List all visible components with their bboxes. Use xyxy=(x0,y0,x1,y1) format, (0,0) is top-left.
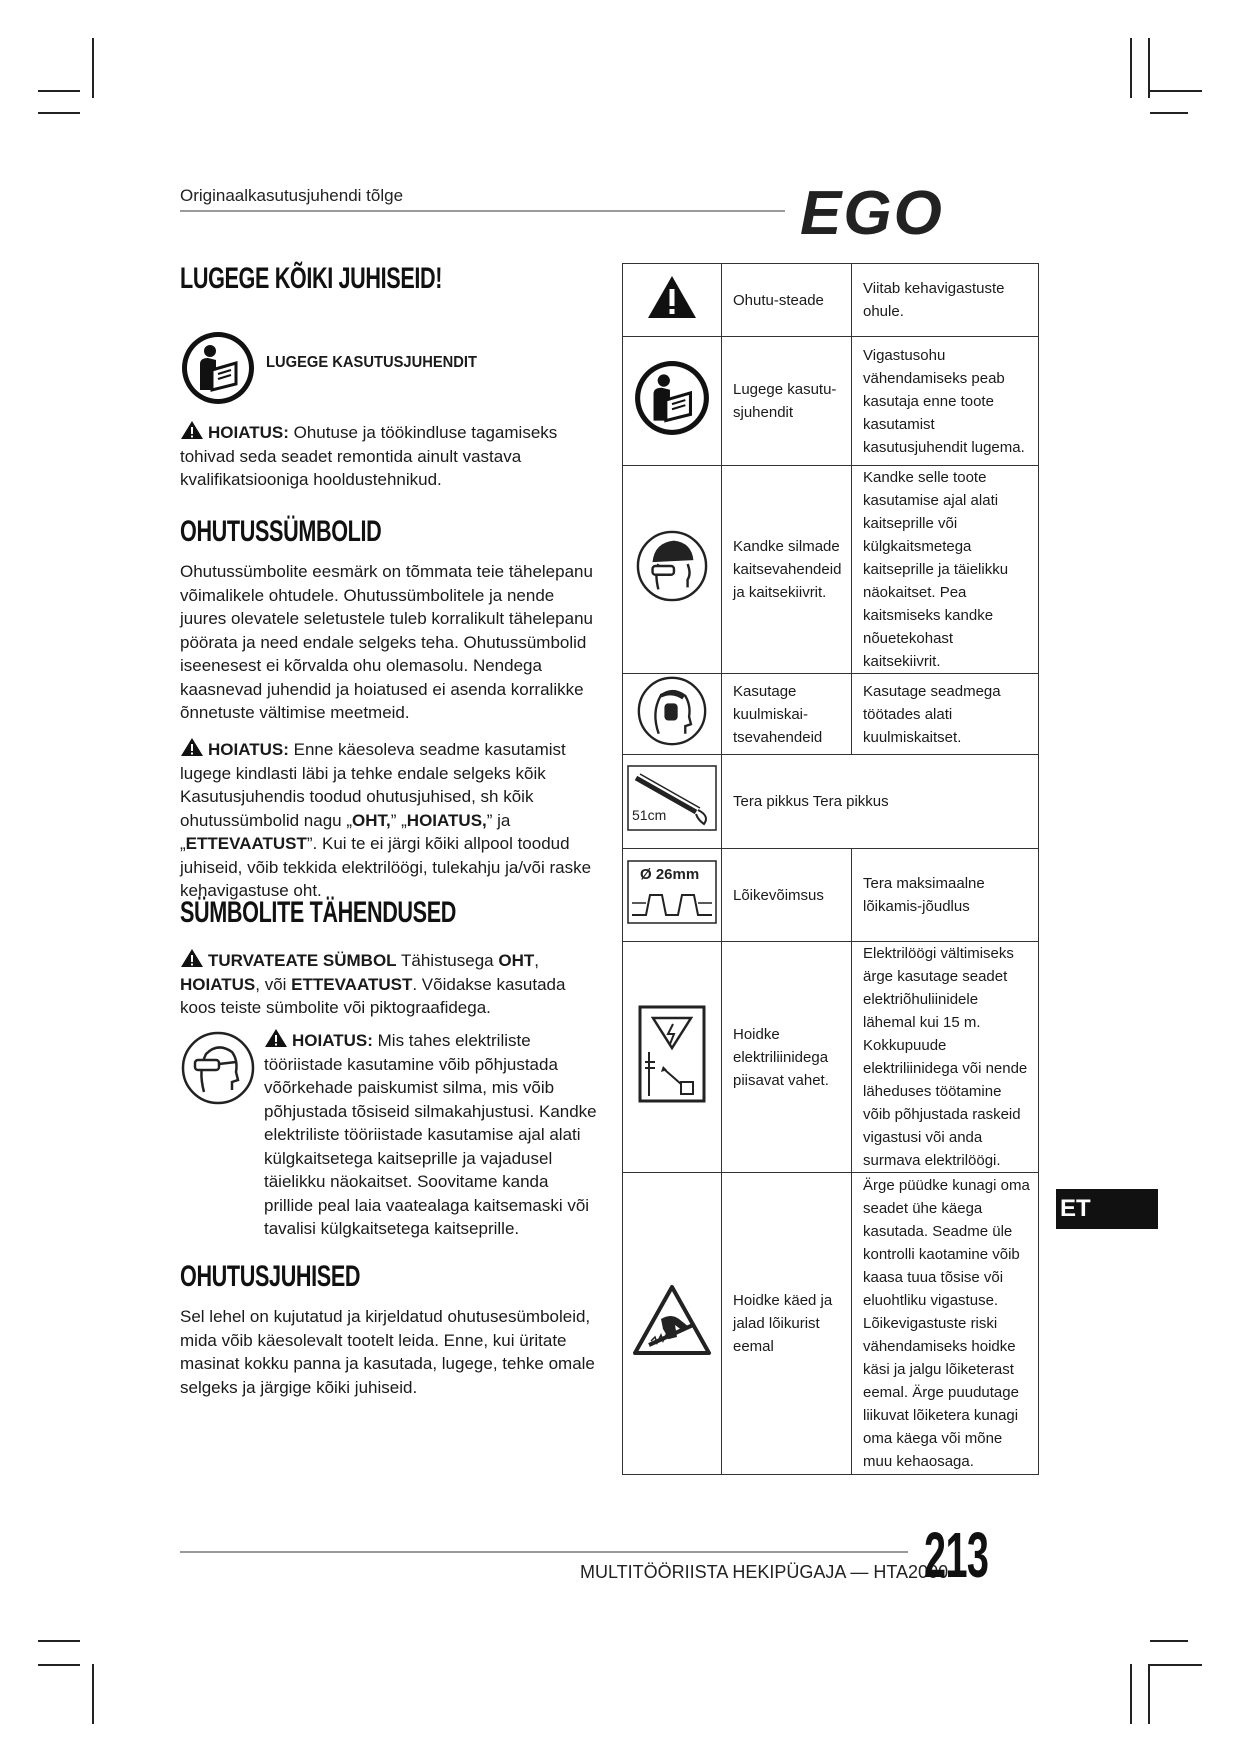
warning-label: HOIATUS: xyxy=(208,740,289,759)
table-desc-cell: Elektrilöögi vältimiseks ärge kasutage seadet elektriõhuliinidele lähemal kui 15 m. Kokkupuude elektriliinidega või nende läheduses töötamine võib põhjustada raskeid vigastusi või anda surmava elektrilöögi. xyxy=(852,942,1039,1173)
eye-protection-icon xyxy=(635,529,709,603)
cutting-capacity-icon xyxy=(626,857,718,927)
crop-mark xyxy=(1130,38,1132,98)
safety-instructions-text: Sel lehel on kujutatud ja kirjeldatud ohutusesümboleid, mida võib käesolevalt tootelt leida. Enne, kui üritate masinat kokku panna ja kasutada, lugege, tehke omale selgeks ja järgige kõiki juhiseid. xyxy=(180,1307,595,1397)
table-name-cell: Hoidke käed ja jalad lõikurist eemal xyxy=(722,1173,852,1475)
table-desc-cell: Ärge püüdke kunagi oma seadet ühe käega kasutada. Seadme üle kontrolli kaotamine võib kaasa tuua tõsise või eluohtliku vigastuse. Lõikevigastuste riski vähendamiseks hoidke käsi ja jalgu lõiketerast eemal. Ärge puudutage liikuvat lõiketera kunagi oma käega või mõne muu kehaosaga. xyxy=(852,1173,1039,1475)
table-name-cell xyxy=(722,755,1039,849)
table-row xyxy=(623,1173,1039,1475)
safety-alert-symbol xyxy=(180,948,600,1020)
table-desc-cell: Kandke selle toote kasutamise ajal alati kaitseprille või külgkaitsmetega kaitseprille ja täielikku näokaitset. Pea kaitsmiseks kandke nõuetekohast kaitsekiivrit. xyxy=(852,466,1039,674)
table-desc-cell: Vigastusohu vähendamiseks peab kasutaja enne toote kasutamist kasutusjuhendit lugema. xyxy=(852,337,1039,466)
alert-text: . Võidakse kasutada koos teiste sümbolite või piktograafidega. xyxy=(180,974,566,1017)
crop-mark xyxy=(38,90,80,92)
table-icon-cell xyxy=(623,1173,722,1475)
keyword-oht: OHT, xyxy=(352,810,391,830)
read-all-heading: LUGEGE KÕIKI JUHISEID! xyxy=(180,262,443,295)
repair-warning xyxy=(180,420,600,492)
safety-symbols-heading: OHUTUSSÜMBOLID xyxy=(180,515,382,548)
keyword-ettevaatust: ETTEVAATUST xyxy=(185,834,307,853)
crop-mark xyxy=(1130,1664,1132,1724)
eye-warning-text: Mis tahes elektriliste tööriistade kasutamine võib põhjustada võõrkehade paiskumist silma, mis võib põhjustada tõsiseid silmakahjustusi. Kandke elektriliste tööriistade kasutamise ajal alati külgkaitsetega kaitseprille ja vajadusel täielikku näokaitset. Soovitame kanda prillide peal laia vaatealaga kaitsemaski või tavalisi külgkaitsetega kaitseprille. xyxy=(264,1031,597,1238)
safety-instructions-section xyxy=(180,1260,600,1294)
crop-mark xyxy=(38,112,80,114)
warning-text: Enne käesoleva seadme kasutamist lugege kindlasti läbi ja tehke endale selgeks kõik Kasutusjuhendis toodud ohutusjuhised, sh kõik ohutussümbolid nagu „ xyxy=(180,740,566,830)
table-icon-cell xyxy=(623,466,722,674)
warning-triangle-icon xyxy=(180,948,204,968)
crop-mark xyxy=(1148,1664,1150,1724)
eye-warning xyxy=(264,1028,599,1241)
footer-title: MULTITÖÖRIISTA HEKIPÜGAJA — HTA2000 xyxy=(580,1562,949,1582)
ego-logo xyxy=(800,184,1040,240)
table-icon-cell xyxy=(623,849,722,942)
footer-rule xyxy=(180,1551,908,1553)
table-icon-cell xyxy=(623,755,722,849)
crop-mark xyxy=(1150,112,1188,114)
crop-mark xyxy=(1150,1640,1188,1642)
keyword-hoiatus: HOIATUS, xyxy=(406,810,487,830)
keyword-oht: OHT xyxy=(498,951,535,970)
table-row xyxy=(623,942,1039,1173)
language-tab: ET xyxy=(1056,1189,1158,1229)
table-row xyxy=(623,264,1039,337)
table-name-cell: Lugege kasutu-sjuhendit xyxy=(722,337,852,466)
table-row xyxy=(623,674,1039,755)
alert-label: TURVATEATE SÜMBOL xyxy=(208,951,397,970)
alert-text: , xyxy=(534,951,539,970)
read-manual-icon xyxy=(633,359,711,437)
read-instructions-warning xyxy=(180,737,600,903)
blade-length-value: 51cm xyxy=(632,807,667,823)
keyword-ettevaatust: ETTEVAATUST xyxy=(291,974,413,994)
power-line-distance-icon xyxy=(637,1004,707,1104)
crop-mark xyxy=(92,1664,94,1724)
read-manual-label: LUGEGE KASUTUSJUHENDIT xyxy=(266,354,478,371)
header-subtitle: Originaalkasutusjuhendi tõlge xyxy=(180,186,404,205)
table-row xyxy=(623,849,1039,942)
warning-label: HOIATUS: xyxy=(292,1031,373,1050)
table-desc-cell: Tera maksimaalne lõikamis-jõudlus xyxy=(852,849,1039,942)
warning-label: HOIATUS: xyxy=(208,423,289,442)
crop-mark xyxy=(38,1640,80,1642)
hearing-protection-icon xyxy=(636,675,708,747)
page-number: 213 xyxy=(924,1519,989,1591)
symbol-meanings-heading: SÜMBOLITE TÄHENDUSED xyxy=(180,896,457,929)
alert-text: , või xyxy=(255,974,292,994)
warning-text: ” ja „ xyxy=(180,810,511,853)
safety-symbols-section xyxy=(180,515,600,549)
table-desc-cell: Viitab kehavigastuste ohule. xyxy=(852,264,1039,337)
ego-logo-text: EGO xyxy=(800,184,944,240)
keyword-hoiatus: HOIATUS xyxy=(180,974,256,994)
table-icon-cell xyxy=(623,264,722,337)
crop-mark xyxy=(1150,90,1202,92)
hand-cut-hazard-icon xyxy=(631,1283,713,1357)
table-name-cell: Ohutu-steade xyxy=(722,264,852,337)
eye-protection-icon xyxy=(180,1030,256,1106)
header-rule xyxy=(180,210,785,212)
symbol-table xyxy=(622,263,1039,1475)
cutting-capacity-value: Ø 26mm xyxy=(640,865,700,883)
crop-mark xyxy=(38,1664,80,1666)
table-row xyxy=(623,337,1039,466)
crop-mark xyxy=(1148,38,1150,98)
symbol-meanings-section xyxy=(180,896,600,930)
repair-warning-text: Ohutuse ja töökindluse tagamiseks tohivad seda seadet remontida ainult vastava kvalifikatsiooniga hooldustehnikud. xyxy=(180,423,558,489)
warning-text: ”. Kui te ei järgi kõiki allpool toodud juhiseid, võib tekkida elektrilöögi, tulekahju ja/või raske kehavigastuse oht. xyxy=(180,834,592,900)
table-name-cell: Lõikevõimsus xyxy=(722,849,852,942)
read-manual-icon xyxy=(180,330,256,406)
table-icon-cell xyxy=(623,337,722,466)
table-desc-cell: Kasutage seadmega töötades alati kuulmiskaitset. xyxy=(852,674,1039,755)
table-icon-cell xyxy=(623,942,722,1173)
crop-mark xyxy=(92,38,94,98)
table-name-cell: Kandke silmade kaitsevahendeid ja kaitsekiivrit. xyxy=(722,466,852,674)
warning-triangle-icon xyxy=(646,273,698,321)
safety-instructions-heading: OHUTUSJUHISED xyxy=(180,1260,361,1293)
table-icon-cell xyxy=(623,674,722,755)
read-all-section xyxy=(180,262,600,296)
warning-text: ” „ xyxy=(390,810,407,830)
blade-length-label: Tera pikkus Tera pikkus xyxy=(733,793,889,810)
warning-triangle-icon xyxy=(264,1028,288,1048)
warning-triangle-icon xyxy=(180,420,204,440)
alert-text: Tähistusega xyxy=(396,951,499,970)
safety-symbols-text: Ohutussümbolite eesmärk on tõmmata teie tähelepanu võimalikele ohtudele. Ohutussümbolitele ja nende juures olevatele seletustele tuleb korralikult tähelepanu pöörata ja need endale selgeks teha. Ohutussümbolid iseenesest ei kõrvalda ohu olemasolu. Nendega kaasnevad juhendid ja hoiatused ei asenda korralikke õnnetuste vältimise meetmeid. xyxy=(180,562,593,722)
crop-mark xyxy=(1150,1664,1202,1666)
blade-length-icon xyxy=(626,760,718,836)
table-row xyxy=(623,755,1039,849)
table-name-cell: Hoidke elektriliinidega piisavat vahet. xyxy=(722,942,852,1173)
warning-triangle-icon xyxy=(180,737,204,757)
table-row xyxy=(623,466,1039,674)
table-name-cell: Kasutage kuulmiskai-tsevahendeid xyxy=(722,674,852,755)
